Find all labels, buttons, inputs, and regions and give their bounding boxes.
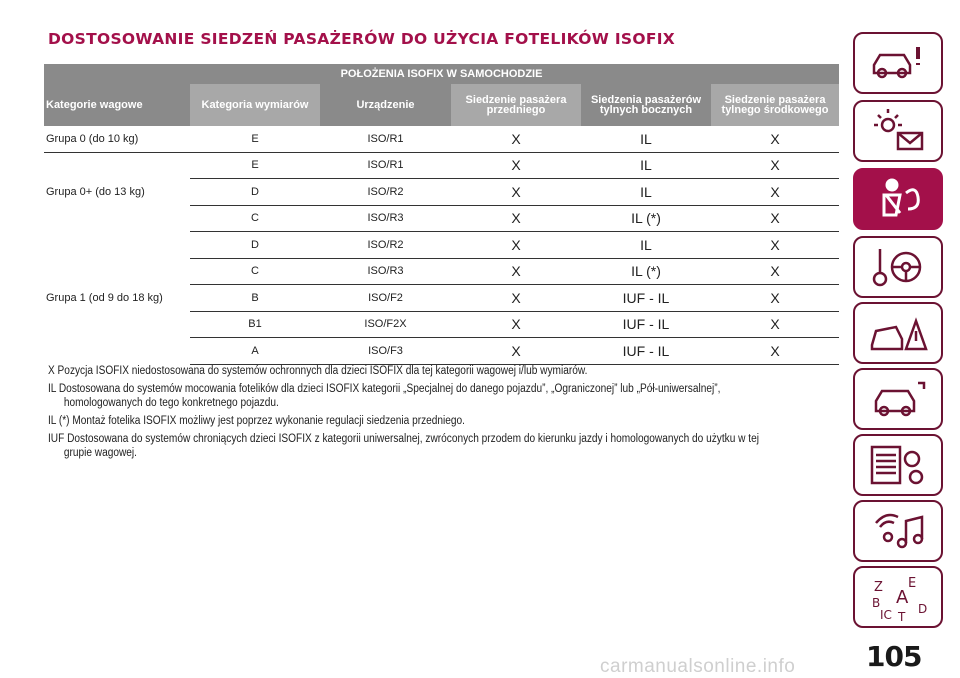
- device-cell: ISO/F2X: [320, 311, 451, 338]
- col-header-rear-center: Siedzenie pasażera tylnego środkowego: [711, 84, 839, 126]
- table-row: [44, 232, 839, 259]
- size-cell: C: [190, 205, 320, 232]
- nav-tab-index[interactable]: [853, 566, 943, 628]
- nav-tab-emergency[interactable]: [853, 302, 943, 364]
- seatbelt-airbag-icon: [866, 175, 930, 223]
- note-text: IL Dostosowana do systemów mocowania fotelików dla dzieci ISOFIX kategorii „Specjalnej do danego pojazdu”, „Ograniczonej” lub „Pół-uniwersalnej”,: [48, 383, 721, 395]
- front-seat-cell: X: [451, 152, 581, 179]
- front-seat-cell: X: [451, 179, 581, 206]
- nav-tab-maintenance[interactable]: [853, 368, 943, 430]
- rear-side-cell: IL: [581, 126, 711, 152]
- device-cell: ISO/R3: [320, 258, 451, 285]
- weight-group-cell: Grupa 0+ (do 13 kg): [46, 186, 145, 198]
- note-il: [48, 382, 840, 410]
- note-il-star: [48, 414, 840, 428]
- nav-tab-warning-lights[interactable]: [853, 100, 943, 162]
- nav-tab-multimedia[interactable]: [853, 500, 943, 562]
- table-row: [44, 152, 839, 179]
- rear-side-cell: IL: [581, 232, 711, 259]
- rear-center-cell: X: [711, 179, 839, 206]
- front-seat-cell: X: [451, 232, 581, 259]
- watermark: carmanualsonline.info: [600, 656, 796, 677]
- multimedia-icon: [866, 507, 930, 555]
- device-cell: ISO/R3: [320, 205, 451, 232]
- nav-tab-starting-driving[interactable]: [853, 236, 943, 298]
- size-cell: B1: [190, 311, 320, 338]
- table-top-header: POŁOŻENIA ISOFIX W SAMOCHODZIE: [44, 64, 839, 84]
- rear-center-cell: X: [711, 311, 839, 338]
- note-text-cont: homologowanych do tego konkretnego pojazdu.: [63, 397, 279, 409]
- note-text-cont: grupie wagowej.: [63, 447, 137, 459]
- front-seat-cell: X: [451, 285, 581, 312]
- front-seat-cell: X: [451, 338, 581, 365]
- front-seat-cell: X: [451, 205, 581, 232]
- weight-group-cell: Grupa 1 (od 9 do 18 kg): [46, 291, 163, 304]
- rear-side-cell: IL (*): [581, 205, 711, 232]
- rear-center-cell: X: [711, 338, 839, 365]
- svg-text:E: E: [908, 576, 917, 591]
- note-x: [48, 364, 840, 378]
- alphabetical-index-icon: [866, 573, 930, 621]
- col-header-device: Urządzenie: [320, 84, 451, 126]
- rear-center-cell: X: [711, 152, 839, 179]
- rear-center-cell: X: [711, 258, 839, 285]
- svg-text:B: B: [872, 596, 881, 610]
- note-text: X Pozycja ISOFIX niedostosowana do systemów ochronnych dla dzieci ISOFIX dla tej kategorii wagowej i/lub wymiarów.: [48, 365, 588, 377]
- rear-center-cell: X: [711, 126, 839, 152]
- size-cell: E: [190, 152, 320, 179]
- col-header-rear-side: Siedzenia pasażerów tylnych bocznych: [581, 84, 711, 126]
- page-title: DOSTOSOWANIE SIEDZEŃ PASAŻERÓW DO UŻYCIA FOTELIKÓW ISOFIX: [48, 30, 676, 48]
- table-row: [44, 126, 839, 152]
- device-cell: ISO/R1: [320, 126, 451, 152]
- car-info-icon: [866, 39, 930, 87]
- specs-gear-icon: [866, 441, 930, 489]
- size-cell: B: [190, 285, 320, 312]
- device-cell: ISO/R1: [320, 152, 451, 179]
- note-iuf: [48, 432, 840, 460]
- breakdown-icon: [866, 309, 930, 357]
- svg-text:IC: IC: [880, 608, 892, 621]
- size-cell: E: [190, 126, 320, 152]
- device-cell: ISO/R2: [320, 232, 451, 259]
- nav-tab-technical-data[interactable]: [853, 434, 943, 496]
- warning-lights-icon: [866, 107, 930, 155]
- rear-center-cell: X: [711, 205, 839, 232]
- legend-notes: [48, 364, 838, 464]
- svg-text:D: D: [918, 602, 928, 616]
- device-cell: ISO/R2: [320, 179, 451, 206]
- car-maintenance-icon: [866, 375, 930, 423]
- svg-text:A: A: [896, 587, 909, 608]
- col-header-front: Siedzenie pasażera przedniego: [451, 84, 581, 126]
- rear-side-cell: IUF - IL: [581, 285, 711, 312]
- rear-side-cell: IUF - IL: [581, 311, 711, 338]
- isofix-compatibility-table: [44, 64, 839, 365]
- front-seat-cell: X: [451, 126, 581, 152]
- front-seat-cell: X: [451, 311, 581, 338]
- device-cell: ISO/F2: [320, 285, 451, 312]
- weight-group-cell: Grupa 0 (do 10 kg): [44, 126, 190, 152]
- nav-tab-safety[interactable]: [853, 168, 943, 230]
- svg-text:T: T: [898, 610, 906, 621]
- size-cell: A: [190, 338, 320, 365]
- isofix-table: [44, 64, 839, 365]
- col-header-size: Kategoria wymiarów: [190, 84, 320, 126]
- rear-center-cell: X: [711, 285, 839, 312]
- size-cell: D: [190, 179, 320, 206]
- key-steering-icon: [866, 243, 930, 291]
- size-cell: D: [190, 232, 320, 259]
- table-body: [44, 126, 839, 364]
- front-seat-cell: X: [451, 258, 581, 285]
- svg-text:Z: Z: [874, 580, 883, 595]
- note-text: IUF Dostosowana do systemów chroniących dzieci ISOFIX z kategorii uniwersalnej, zwróconych przodem do kierunku jazdy i homologowanych do użytku w tej: [48, 433, 759, 445]
- note-text: IL (*) Montaż fotelika ISOFIX możliwy jest poprzez wykonanie regulacji siedzenia przedniego.: [48, 415, 465, 427]
- rear-side-cell: IL (*): [581, 258, 711, 285]
- rear-side-cell: IL: [581, 179, 711, 206]
- rear-center-cell: X: [711, 232, 839, 259]
- rear-side-cell: IUF - IL: [581, 338, 711, 365]
- device-cell: ISO/F3: [320, 338, 451, 365]
- nav-tab-car-info[interactable]: [853, 32, 943, 94]
- rear-side-cell: IL: [581, 152, 711, 179]
- size-cell: C: [190, 258, 320, 285]
- col-header-weight: Kategorie wagowe: [44, 84, 190, 126]
- page-number: 105: [866, 640, 922, 673]
